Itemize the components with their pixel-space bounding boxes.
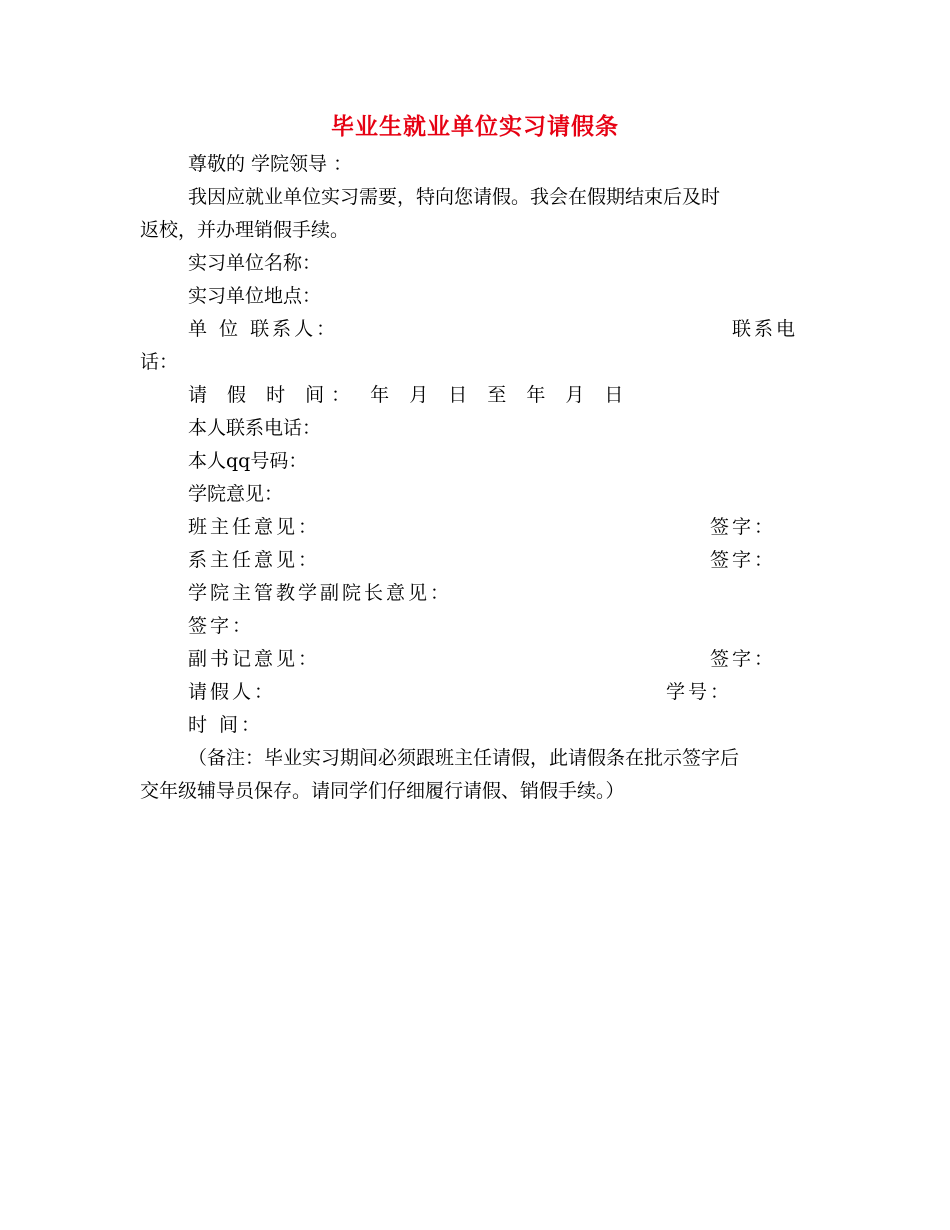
vice-dean-sign: 签字： — [188, 615, 255, 637]
dept-director-sign: 签字： — [710, 549, 777, 571]
deputy-secretary-label: 副书记意见： — [188, 648, 321, 670]
head-teacher-sign: 签字： — [710, 516, 777, 538]
applicant-label: 请假人： — [188, 681, 277, 703]
company-address-label: 实习单位地点： — [188, 285, 322, 307]
note-line-2: 交年级辅导员保存。请同学们仔细履行请假、销假手续。） — [140, 780, 625, 802]
head-teacher-label: 班主任意见： — [188, 516, 321, 538]
leave-time-label: 请 假 时 间： 年 月 日 至 年 月 日 — [188, 384, 631, 406]
body-line-1: 我因应就业单位实习需要，特向您请假。我会在假期结束后及时 — [188, 186, 721, 208]
contact-phone-label-part2: 话： — [140, 351, 179, 373]
contact-phone-label-part1: 联系电 — [732, 318, 799, 340]
dept-director-label: 系主任意见： — [188, 549, 321, 571]
qq-label: 本人qq号码： — [188, 450, 308, 472]
salutation: 尊敬的 学院领导 ： — [188, 153, 353, 175]
own-phone-label: 本人联系电话： — [188, 417, 322, 439]
page-title: 毕业生就业单位实习请假条 — [331, 113, 619, 140]
college-opinion-label: 学院意见： — [188, 483, 284, 505]
time-label: 时 间： — [188, 714, 264, 736]
vice-dean-label: 学院主管教学副院长意见： — [188, 582, 453, 604]
deputy-secretary-sign: 签字： — [710, 648, 777, 670]
student-id-label: 学号： — [666, 681, 733, 703]
note-line-1: （备注：毕业实习期间必须跟班主任请假，此请假条在批示签字后 — [188, 747, 740, 769]
body-line-2: 返校，并办理销假手续。 — [140, 219, 350, 241]
company-name-label: 实习单位名称： — [188, 252, 322, 274]
company-contact-label: 单 位 联系人： — [188, 318, 339, 340]
